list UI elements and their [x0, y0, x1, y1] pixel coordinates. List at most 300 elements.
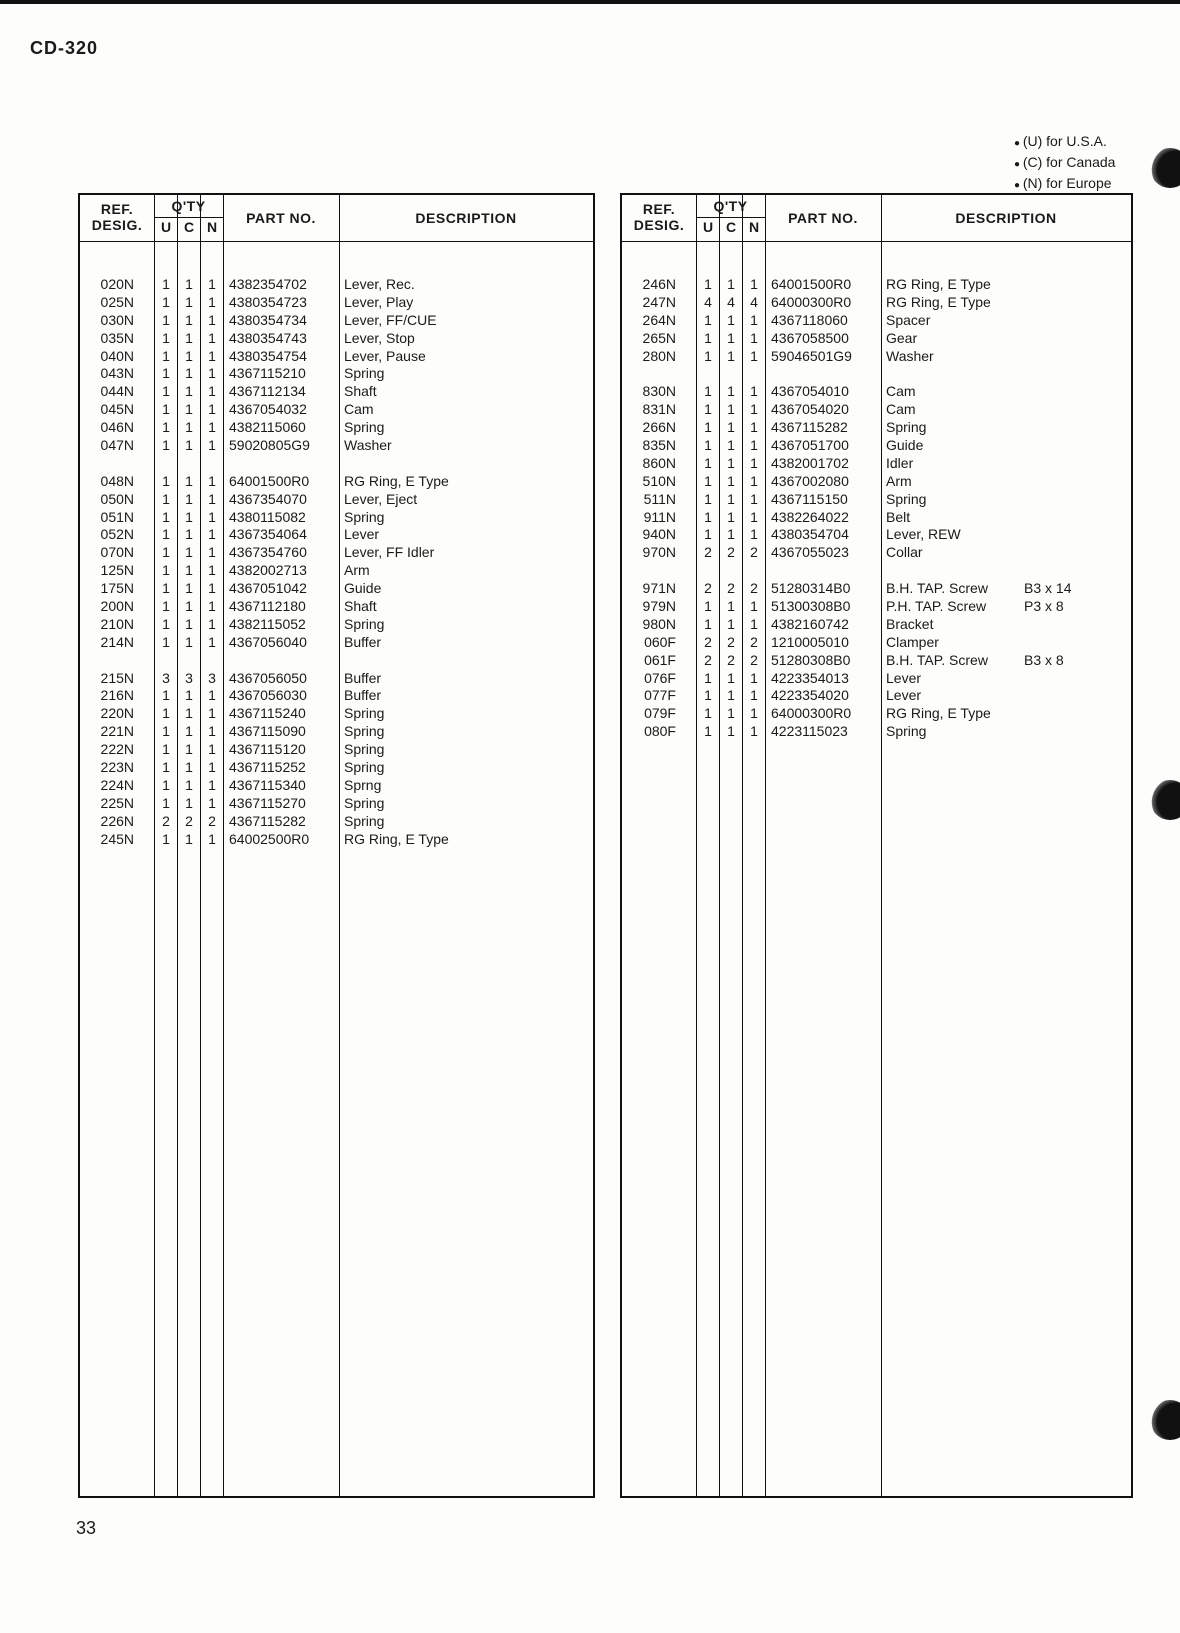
row-spacer — [80, 651, 593, 669]
ref-designation: 511N — [643, 490, 676, 507]
description: Lever — [344, 526, 380, 543]
qty-n: 2 — [750, 544, 758, 561]
part-number: 4367056030 — [229, 687, 307, 704]
row-spacer — [622, 561, 1131, 579]
ref-designation: 245N — [100, 830, 134, 847]
qty-n: 1 — [750, 615, 758, 632]
ref-designation: 222N — [100, 741, 134, 758]
qty-u: 3 — [162, 669, 170, 686]
part-number: 4223354013 — [771, 669, 849, 686]
description: Buffer — [344, 687, 382, 704]
qty-c: 1 — [727, 437, 735, 454]
header-qty: Q'TY — [171, 198, 206, 214]
table-row — [80, 364, 593, 382]
part-number: 4367115340 — [229, 776, 306, 793]
qty-u: 1 — [162, 598, 170, 615]
qty-u: 1 — [162, 687, 170, 704]
header-part-no: PART NO. — [246, 210, 316, 226]
description: P.H. TAP. Screw — [886, 598, 987, 615]
description: Spring — [344, 419, 385, 436]
table-row — [80, 311, 593, 329]
qty-n: 1 — [750, 276, 758, 292]
table-row — [622, 597, 1131, 615]
size-spec: B3 x 8 — [1024, 651, 1064, 668]
qty-u: 1 — [162, 329, 170, 346]
table-row — [80, 740, 593, 758]
qty-n: 1 — [750, 526, 758, 543]
qty-c: 1 — [727, 419, 735, 436]
part-number: 4382264022 — [771, 508, 849, 525]
table-row — [622, 418, 1131, 436]
description: Spring — [886, 419, 927, 436]
qty-n: 1 — [750, 419, 758, 436]
description: Lever, Eject — [344, 490, 418, 507]
header-qty: Q'TY — [713, 198, 748, 214]
table-row — [80, 812, 593, 830]
qty-u: 1 — [162, 776, 170, 793]
table-row — [80, 382, 593, 400]
qty-c: 1 — [727, 401, 735, 418]
description: Spring — [344, 615, 385, 632]
ref-designation: 911N — [643, 508, 676, 525]
qty-n: 1 — [208, 526, 216, 543]
qty-n: 1 — [208, 347, 216, 364]
table-row — [622, 722, 1131, 740]
qty-n: 1 — [208, 776, 216, 793]
part-number: 4367115282 — [771, 419, 848, 436]
header-qty-c: C — [183, 219, 195, 235]
description: Buffer — [344, 633, 382, 650]
description: RG Ring, E Type — [344, 472, 449, 489]
description: Sprng — [344, 776, 382, 793]
table-row — [622, 543, 1131, 561]
ref-designation: 510N — [642, 472, 676, 489]
legend-usa: ● (U) for U.S.A. — [1014, 132, 1115, 153]
binder-hole-icon — [1150, 780, 1180, 820]
qty-c: 1 — [727, 276, 735, 292]
qty-n: 1 — [750, 598, 758, 615]
table-row — [80, 686, 593, 704]
qty-n: 2 — [750, 651, 758, 668]
qty-u: 1 — [704, 490, 712, 507]
ref-designation: 830N — [642, 383, 676, 400]
part-number: 4367055023 — [771, 544, 849, 561]
qty-n: 1 — [750, 437, 758, 454]
part-number: 4382115052 — [229, 615, 306, 632]
qty-u: 1 — [704, 508, 712, 525]
description: Collar — [886, 544, 923, 561]
qty-n: 1 — [750, 490, 758, 507]
table-row — [80, 490, 593, 508]
ref-designation: 831N — [642, 401, 676, 418]
part-number: 64001500R0 — [229, 472, 310, 489]
row-spacer — [622, 364, 1131, 382]
ref-designation: 035N — [100, 329, 134, 346]
ref-designation: 079F — [644, 705, 676, 722]
qty-u: 1 — [704, 472, 712, 489]
table-row — [80, 669, 593, 687]
qty-c: 1 — [727, 454, 735, 471]
qty-c: 1 — [185, 776, 193, 793]
part-number: 4382001702 — [771, 454, 849, 471]
qty-c: 1 — [185, 329, 193, 346]
ref-designation: 970N — [642, 544, 676, 561]
part-number: 4367118060 — [771, 311, 848, 328]
qty-u: 1 — [162, 293, 170, 310]
qty-n: 1 — [208, 633, 216, 650]
qty-u: 1 — [162, 401, 170, 418]
qty-n: 1 — [208, 293, 216, 310]
ref-designation: 200N — [100, 598, 134, 615]
description: Washer — [886, 347, 934, 364]
qty-n: 2 — [750, 580, 758, 597]
header-description: DESCRIPTION — [415, 210, 517, 226]
description: Spring — [344, 812, 385, 829]
table-row — [622, 490, 1131, 508]
qty-n: 1 — [208, 401, 216, 418]
qty-n: 1 — [208, 329, 216, 346]
ref-designation: 860N — [642, 454, 676, 471]
ref-designation: 220N — [100, 705, 134, 722]
description: Washer — [344, 437, 392, 454]
description: Spring — [886, 723, 927, 740]
qty-u: 2 — [704, 651, 712, 668]
qty-c: 1 — [727, 329, 735, 346]
ref-designation: 216N — [100, 687, 134, 704]
table-row — [80, 436, 593, 454]
part-number: 4367354064 — [229, 526, 307, 543]
part-number: 4367056050 — [229, 669, 307, 686]
qty-u: 1 — [162, 472, 170, 489]
qty-u: 1 — [162, 437, 170, 454]
qty-c: 2 — [727, 633, 735, 650]
qty-c: 1 — [185, 705, 193, 722]
qty-u: 2 — [162, 812, 170, 829]
qty-u: 1 — [704, 419, 712, 436]
ref-designation: 052N — [100, 526, 134, 543]
ref-designation: 210N — [100, 615, 134, 632]
model-title: CD-320 — [30, 38, 99, 58]
part-number: 51280308B0 — [771, 651, 851, 668]
table-row — [80, 293, 593, 311]
description: Shaft — [344, 383, 377, 400]
part-number: 4367115150 — [771, 490, 848, 507]
table-row — [80, 597, 593, 615]
qty-n: 1 — [208, 705, 216, 722]
description: Lever, FF Idler — [344, 544, 435, 561]
ref-designation: 043N — [100, 365, 134, 382]
qty-n: 1 — [208, 383, 216, 400]
description: Idler — [886, 454, 914, 471]
part-number: 4367056040 — [229, 633, 307, 650]
qty-c: 2 — [727, 651, 735, 668]
qty-n: 1 — [208, 311, 216, 328]
description: Cam — [344, 401, 374, 418]
qty-n: 1 — [208, 490, 216, 507]
table-row — [622, 472, 1131, 490]
qty-n: 2 — [208, 812, 216, 829]
qty-n: 1 — [208, 723, 216, 740]
part-number: 59020805G9 — [229, 437, 310, 454]
table-row — [80, 794, 593, 812]
qty-u: 1 — [162, 347, 170, 364]
table-row — [80, 561, 593, 579]
qty-u: 1 — [704, 669, 712, 686]
qty-n: 1 — [208, 580, 216, 597]
header-ref-desig — [82, 201, 152, 233]
description: B.H. TAP. Screw — [886, 651, 988, 668]
ref-designation: 030N — [100, 311, 134, 328]
table-row — [622, 579, 1131, 597]
ref-designation: 940N — [642, 526, 676, 543]
qty-n: 1 — [750, 454, 758, 471]
table-row — [80, 400, 593, 418]
qty-n: 1 — [750, 705, 758, 722]
qty-c: 1 — [185, 615, 193, 632]
qty-c: 1 — [185, 276, 193, 292]
qty-c: 1 — [185, 347, 193, 364]
part-number: 4367051700 — [771, 437, 849, 454]
qty-n: 1 — [208, 759, 216, 776]
qty-c: 1 — [185, 490, 193, 507]
table-row — [80, 472, 593, 490]
table-row — [80, 633, 593, 651]
description: Spring — [344, 705, 385, 722]
description: Spacer — [886, 311, 931, 328]
part-number: 4380115082 — [229, 508, 306, 525]
qty-u: 1 — [704, 311, 712, 328]
table-row — [622, 686, 1131, 704]
qty-c: 1 — [185, 293, 193, 310]
table-row — [80, 830, 593, 848]
table-row — [622, 311, 1131, 329]
qty-n: 1 — [208, 437, 216, 454]
ref-designation: 980N — [642, 615, 676, 632]
qty-c: 1 — [185, 472, 193, 489]
qty-c: 1 — [185, 544, 193, 561]
qty-n: 1 — [208, 598, 216, 615]
description: Guide — [344, 580, 382, 597]
description: Lever, Pause — [344, 347, 426, 364]
qty-n: 1 — [208, 276, 216, 292]
part-number: 4380354754 — [229, 347, 307, 364]
qty-c: 1 — [727, 508, 735, 525]
size-spec: B3 x 14 — [1024, 580, 1072, 597]
part-number: 4382002713 — [229, 562, 307, 579]
ref-designation: 266N — [642, 419, 676, 436]
qty-c: 1 — [727, 347, 735, 364]
qty-c: 1 — [185, 741, 193, 758]
qty-n: 1 — [750, 472, 758, 489]
qty-u: 1 — [704, 383, 712, 400]
qty-n: 1 — [208, 741, 216, 758]
header-part-no: PART NO. — [788, 210, 858, 226]
part-number: 4380354723 — [229, 293, 307, 310]
ref-designation: 020N — [100, 276, 134, 292]
qty-u: 1 — [704, 437, 712, 454]
ref-designation: 226N — [100, 812, 134, 829]
part-number: 4223354020 — [771, 687, 849, 704]
table-row — [622, 508, 1131, 526]
description: B.H. TAP. Screw — [886, 580, 988, 597]
description: Lever — [886, 669, 922, 686]
description: Arm — [344, 562, 370, 579]
qty-u: 2 — [704, 544, 712, 561]
qty-u: 1 — [162, 562, 170, 579]
qty-c: 1 — [727, 705, 735, 722]
qty-n: 1 — [208, 794, 216, 811]
part-number: 4367112180 — [229, 598, 306, 615]
part-number: 4380354743 — [229, 329, 307, 346]
qty-c: 1 — [727, 615, 735, 632]
description: RG Ring, E Type — [344, 830, 449, 847]
description: RG Ring, E Type — [886, 276, 991, 292]
ref-designation: 080F — [644, 723, 676, 740]
qty-c: 1 — [185, 419, 193, 436]
header-qty-u: U — [702, 219, 714, 235]
qty-c: 1 — [185, 365, 193, 382]
table-row — [622, 293, 1131, 311]
description: Spring — [344, 759, 385, 776]
description: Bracket — [886, 615, 934, 632]
qty-u: 1 — [162, 580, 170, 597]
part-number: 4367051042 — [229, 580, 307, 597]
ref-designation: 979N — [642, 598, 676, 615]
part-number: 4223115023 — [771, 723, 848, 740]
table-row — [80, 776, 593, 794]
part-number: 4367115240 — [229, 705, 306, 722]
qty-c: 1 — [185, 794, 193, 811]
description: Lever, Play — [344, 293, 414, 310]
part-number: 4367354070 — [229, 490, 307, 507]
qty-u: 1 — [162, 365, 170, 382]
qty-c: 1 — [727, 723, 735, 740]
ref-designation: 047N — [100, 437, 134, 454]
description: Buffer — [344, 669, 382, 686]
qty-c: 1 — [727, 472, 735, 489]
description: Arm — [886, 472, 912, 489]
part-number: 4367058500 — [771, 329, 849, 346]
ref-designation: 077F — [644, 687, 676, 704]
ref-designation: 076F — [644, 669, 676, 686]
description: RG Ring, E Type — [886, 293, 991, 310]
qty-u: 1 — [162, 311, 170, 328]
part-number: 4367054032 — [229, 401, 307, 418]
qty-u: 1 — [162, 830, 170, 847]
qty-u: 4 — [704, 293, 712, 310]
part-number: 4367115270 — [229, 794, 306, 811]
table-row — [622, 704, 1131, 722]
qty-n: 1 — [750, 669, 758, 686]
ref-designation: 247N — [642, 293, 676, 310]
parts-rows-right — [622, 275, 1131, 740]
part-number: 64000300R0 — [771, 705, 852, 722]
part-number: 51300308B0 — [771, 598, 851, 615]
ref-designation: 835N — [642, 437, 676, 454]
part-number: 4380354704 — [771, 526, 849, 543]
qty-u: 1 — [704, 526, 712, 543]
table-row — [622, 275, 1131, 293]
description: Clamper — [886, 633, 939, 650]
ref-designation: 221N — [100, 723, 134, 740]
header-ref-line2: DESIG. — [633, 217, 685, 233]
table-row — [622, 615, 1131, 633]
part-number: 4367115090 — [229, 723, 306, 740]
part-number: 4367054010 — [771, 383, 849, 400]
description: Lever, REW — [886, 526, 961, 543]
table-row — [80, 508, 593, 526]
qty-n: 1 — [208, 562, 216, 579]
qty-c: 1 — [185, 508, 193, 525]
qty-u: 1 — [162, 544, 170, 561]
table-row — [622, 400, 1131, 418]
description: Spring — [344, 723, 385, 740]
description: Spring — [886, 490, 927, 507]
ref-designation: 224N — [100, 776, 134, 793]
ref-designation: 225N — [100, 794, 134, 811]
qty-n: 3 — [208, 669, 216, 686]
description: Lever, FF/CUE — [344, 311, 437, 328]
qty-u: 2 — [704, 580, 712, 597]
table-row — [622, 347, 1131, 365]
part-number: 4367115252 — [229, 759, 306, 776]
qty-u: 1 — [704, 687, 712, 704]
description: Lever, Rec. — [344, 276, 415, 292]
description: Lever, Stop — [344, 329, 415, 346]
qty-u: 1 — [162, 490, 170, 507]
table-row — [622, 651, 1131, 669]
description: Spring — [344, 508, 385, 525]
qty-n: 1 — [208, 419, 216, 436]
description: Cam — [886, 401, 916, 418]
ref-designation: 265N — [642, 329, 676, 346]
binder-hole-icon — [1150, 1400, 1180, 1440]
ref-designation: 125N — [100, 562, 134, 579]
qty-u: 1 — [162, 615, 170, 632]
qty-u: 1 — [704, 329, 712, 346]
qty-c: 2 — [727, 580, 735, 597]
part-number: 4382115060 — [229, 419, 306, 436]
ref-designation: 040N — [100, 347, 134, 364]
table-row — [622, 436, 1131, 454]
header-ref-line1: REF. — [642, 201, 676, 217]
part-number: 64001500R0 — [771, 276, 852, 292]
part-number: 64000300R0 — [771, 293, 852, 310]
qty-n: 1 — [750, 311, 758, 328]
part-number: 4367115210 — [229, 365, 306, 382]
qty-u: 1 — [162, 383, 170, 400]
header-ref-line1: REF. — [100, 201, 134, 217]
part-number: 4367054020 — [771, 401, 849, 418]
qty-c: 1 — [185, 723, 193, 740]
ref-designation: 050N — [100, 490, 134, 507]
qty-u: 2 — [704, 633, 712, 650]
table-row — [622, 525, 1131, 543]
part-number: 4367115120 — [229, 741, 306, 758]
description: Guide — [886, 437, 924, 454]
qty-c: 1 — [185, 311, 193, 328]
description: Spring — [344, 365, 385, 382]
ref-designation: 025N — [100, 293, 134, 310]
row-spacer — [80, 454, 593, 472]
ref-designation: 046N — [100, 419, 134, 436]
header-ref-line2: DESIG. — [91, 217, 143, 233]
qty-u: 1 — [704, 705, 712, 722]
legend-europe: ● (N) for Europe — [1014, 174, 1115, 195]
part-number: 64002500R0 — [229, 830, 310, 847]
ref-designation: 971N — [642, 580, 676, 597]
header-qty-c: C — [725, 219, 737, 235]
